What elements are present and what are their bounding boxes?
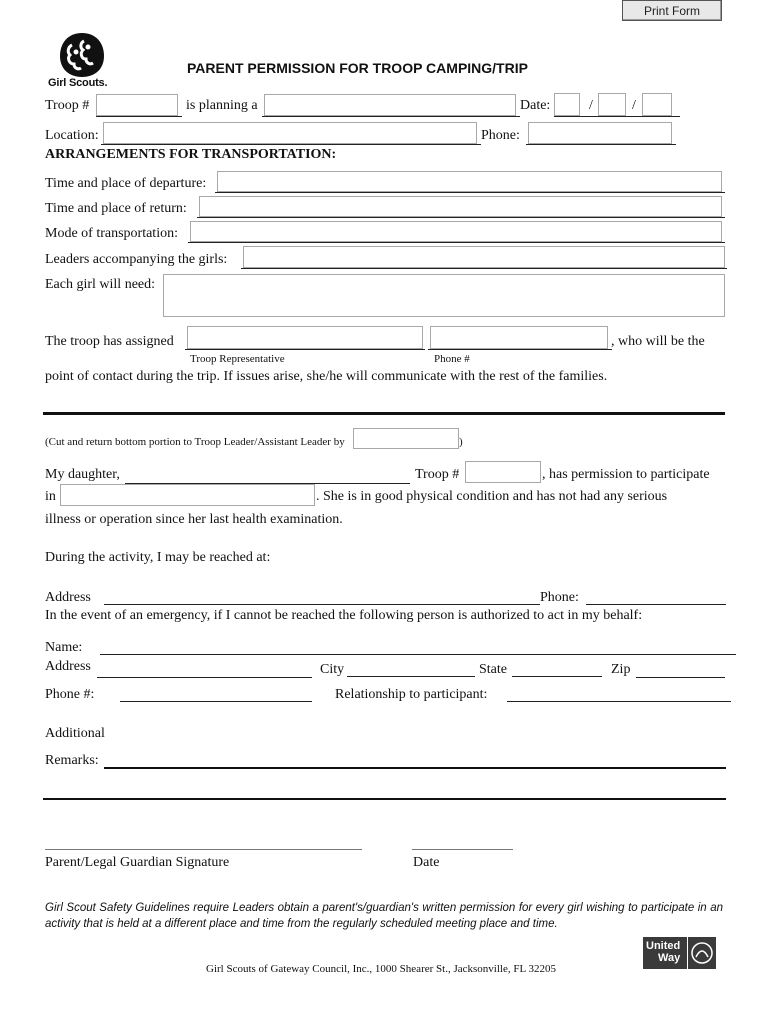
activity-underline (262, 116, 520, 117)
remarks-line-2[interactable] (43, 798, 726, 800)
mode-underline (188, 242, 725, 243)
date-day-field[interactable] (598, 93, 626, 116)
representative-underline (185, 349, 425, 350)
return-underline (197, 217, 725, 218)
remarks-line-1[interactable] (104, 767, 726, 769)
united-way-line-1: United (646, 940, 681, 952)
united-way-logo (643, 937, 687, 969)
condition-text: . She is in good physical condition and has not had any serious (316, 489, 668, 504)
departure-label: Time and place of departure: (45, 176, 207, 191)
departure-underline (215, 192, 725, 193)
name-line[interactable] (100, 654, 736, 655)
date-slash-1: / (589, 98, 593, 113)
leaders-underline (241, 268, 727, 269)
state-line[interactable] (512, 676, 602, 677)
departure-field[interactable] (217, 171, 722, 192)
leaders-label: Leaders accompanying the girls: (45, 252, 228, 267)
address2-line[interactable] (97, 677, 312, 678)
in-label: in (45, 489, 56, 504)
remarks-label: Remarks: (45, 753, 99, 768)
phone-label: Phone: (481, 128, 520, 143)
assigned-lead-text: The troop has assigned (45, 334, 174, 349)
troop-number-field[interactable] (96, 94, 178, 116)
illness-text: illness or operation since her last health examination. (45, 512, 343, 527)
date-underline (554, 116, 680, 117)
location-underline (101, 144, 481, 145)
emergency-text: In the event of an emergency, if I cannot be reached the following person is authorized to act in my behalf: (45, 608, 643, 623)
safety-note: Girl Scout Safety Guidelines require Leaders obtain a parent's/guardian's written permission for every girl wishing to participate in an activity that is held at a different place and time from the regularly scheduled meeting place and time. (45, 902, 723, 930)
assigned-tail-text: , who will be the (611, 334, 705, 349)
transport-heading: ARRANGEMENTS FOR TRANSPORTATION: (45, 147, 337, 162)
signature-label: Parent/Legal Guardian Signature (45, 855, 230, 870)
form-title: PARENT PERMISSION FOR TROOP CAMPING/TRIP (187, 60, 528, 76)
permission-troop-label: Troop # (415, 467, 460, 482)
return-field[interactable] (199, 196, 722, 217)
contact-phone-label: Phone: (540, 590, 579, 605)
activity-field[interactable] (264, 94, 516, 116)
print-form-button[interactable]: Print Form (622, 0, 722, 21)
cut-close-paren: ) (459, 436, 463, 448)
girl-needs-field[interactable] (163, 274, 725, 317)
address-label: Address (45, 590, 91, 605)
signature-date-label: Date (413, 855, 440, 870)
phone2-line[interactable] (120, 701, 312, 702)
address2-label: Address (45, 659, 91, 674)
troop-number-underline (96, 116, 182, 117)
state-label: State (479, 662, 507, 677)
location-label: Location: (45, 128, 99, 143)
date-year-field[interactable] (642, 93, 672, 116)
representative-phone-field[interactable] (430, 326, 608, 349)
signature-line[interactable] (45, 849, 362, 850)
mode-field[interactable] (190, 221, 722, 242)
reached-text: During the activity, I may be reached at: (45, 550, 271, 565)
phone-caption: Phone # (434, 353, 470, 365)
city-label: City (320, 662, 345, 677)
relationship-line[interactable] (507, 701, 731, 702)
contact-phone-line[interactable] (586, 604, 726, 605)
cut-divider (43, 412, 725, 415)
date-month-field[interactable] (554, 93, 580, 116)
additional-label: Additional (45, 726, 105, 741)
representative-phone-underline (428, 349, 612, 350)
permission-text: , has permission to participate (542, 467, 710, 482)
cut-instructions: (Cut and return bottom portion to Troop Leader/Assistant Leader by (45, 436, 345, 448)
troop-representative-field[interactable] (187, 326, 423, 349)
return-by-date-field[interactable] (353, 428, 459, 449)
representative-caption: Troop Representative (190, 353, 285, 365)
planning-label: is planning a (186, 98, 258, 113)
phone-underline (526, 144, 676, 145)
united-way-line-2: Way (658, 952, 681, 964)
zip-line[interactable] (636, 677, 725, 678)
daughter-label: My daughter, (45, 467, 120, 482)
contact-paragraph: point of contact during the trip. If issues arise, she/he will communicate with the rest of the families. (45, 369, 608, 384)
event-field[interactable] (60, 484, 315, 506)
zip-label: Zip (611, 662, 631, 677)
united-way-emblem-icon (688, 937, 716, 969)
name-label: Name: (45, 640, 83, 655)
city-line[interactable] (347, 676, 475, 677)
return-label: Time and place of return: (45, 201, 187, 216)
permission-troop-field[interactable] (465, 461, 541, 483)
leaders-field[interactable] (243, 246, 725, 268)
signature-date-line[interactable] (412, 849, 513, 850)
troop-label: Troop # (45, 98, 90, 113)
girl-scouts-wordmark: Girl Scouts. (48, 77, 108, 89)
phone-field[interactable] (528, 122, 672, 144)
footer-address: Girl Scouts of Gateway Council, Inc., 1000 Shearer St., Jacksonville, FL 32205 (206, 963, 557, 975)
location-field[interactable] (103, 122, 477, 144)
mode-label: Mode of transportation: (45, 226, 178, 241)
address-line[interactable] (104, 604, 540, 605)
girl-needs-label: Each girl will need: (45, 277, 156, 292)
date-label: Date: (520, 98, 551, 113)
phone2-label: Phone #: (45, 687, 95, 702)
date-slash-2: / (632, 98, 636, 113)
relationship-label: Relationship to participant: (335, 687, 488, 702)
girl-scouts-trefoil-logo (58, 32, 106, 78)
